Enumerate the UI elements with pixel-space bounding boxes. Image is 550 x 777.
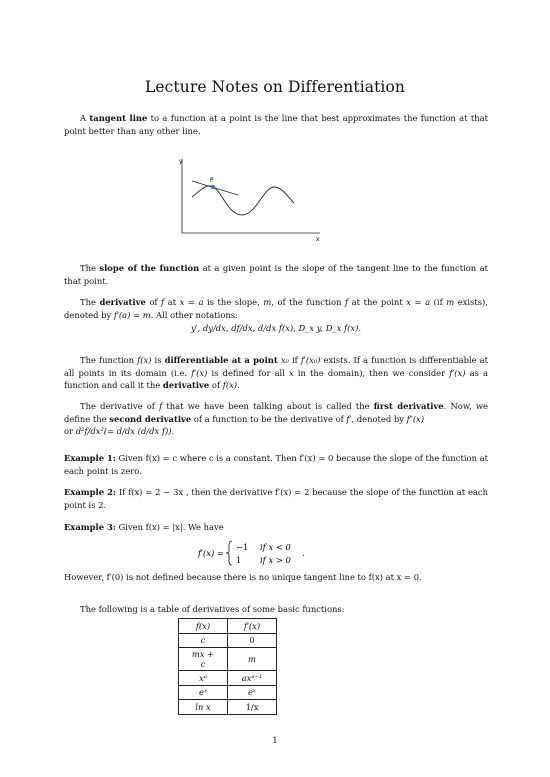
- tangent-line-definition: A tangent line to a function at a point is the line that best approximates the function at that point better than any other line.: [64, 113, 488, 136]
- second-derivative-definition: The derivative of f that we have been talking about is called the first derivative. Now, we define the second derivative of a function to be the derivative of f′, denoted by f″(x) or d²f/dx²(= d/dx (d/dx f)).: [64, 401, 488, 437]
- differentiable-definition: The function f(x) is differentiable at a point x₀ if f′(x₀) exists. If a function is differentiable at all points in its domain (i.e. f′(x) is defined for all x in the domain), then we consider f′(x) as a function and call it the derivative of f(x).: [64, 355, 489, 391]
- example-2: Example 2: If f(x) = 2 − 3x , then the derivative f′(x) = 2 because the slope of the function at each point is 2.: [64, 487, 488, 510]
- svg-text:if x > 0: if x > 0: [260, 555, 291, 565]
- however-note: However, f′(0) is not defined because there is no unique tangent line to f(x) at x = 0.: [64, 572, 422, 582]
- page-title: Lecture Notes on Differentiation: [144, 78, 405, 96]
- term-tangent-line: tangent line: [89, 113, 148, 123]
- table-row: c 0: [179, 633, 277, 648]
- table-row: xᵃ axᵃ⁻¹: [179, 671, 277, 686]
- slope-definition: The slope of the function at a given point is the slope of the tangent line to the function at that point.: [64, 263, 488, 286]
- tangent-figure: [170, 153, 385, 245]
- function-curve: [192, 186, 294, 215]
- table-header: f(x): [179, 619, 228, 634]
- derivative-definition: The derivative of f at x = a is the slope, m, of the function f at the point x = a (if m exists), denoted by f′(a) = m. All other notations:: [64, 297, 488, 320]
- svg-text:f′(x) =: f′(x) =: [198, 548, 224, 558]
- notation-list: y′, dy/dx, df/dx, d/dx f(x), D_x y, D_x f(x).: [190, 323, 362, 333]
- y-axis-label: y: [179, 158, 183, 165]
- table-header: f′(x): [228, 619, 277, 634]
- example-3: Example 3: Given f(x) = |x|. We have: [64, 522, 224, 532]
- svg-text:1: 1: [236, 555, 242, 565]
- x-axis-label: x: [316, 236, 320, 243]
- tangent-line: [192, 181, 238, 195]
- piecewise-derivative: [198, 538, 358, 570]
- page-number: 1: [272, 736, 278, 746]
- svg-text:−1: −1: [236, 542, 249, 552]
- table-intro: The following is a table of derivatives of some basic functions:: [80, 604, 345, 614]
- point-label: P: [210, 177, 214, 184]
- table-row: eˣ eˣ: [179, 685, 277, 700]
- table-row: mx + c m: [179, 648, 277, 671]
- svg-text:.: .: [302, 548, 305, 558]
- table-row: ln x 1/x: [179, 700, 277, 715]
- svg-text:if x < 0: if x < 0: [260, 542, 291, 552]
- derivative-table: [178, 618, 277, 715]
- tangent-point: [211, 185, 215, 189]
- example-1: Example 1: Given f(x) = c where c is a constant. Then f′(x) = 0 because the slope of the function at each point is zero.: [64, 453, 488, 476]
- table-header-row: [179, 619, 277, 634]
